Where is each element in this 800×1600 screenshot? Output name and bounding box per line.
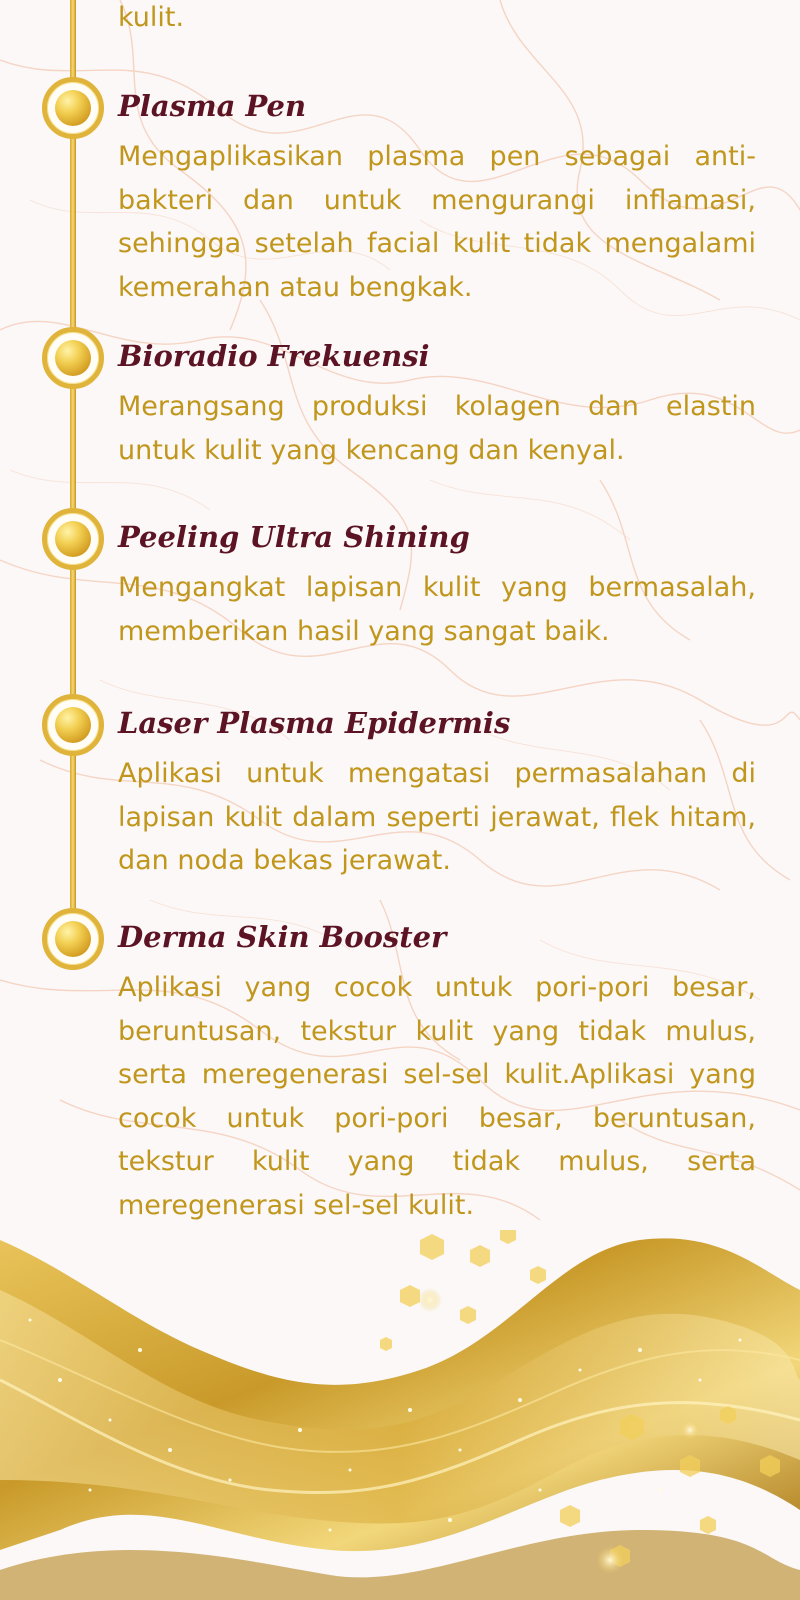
gold-glitter-wave [0,1230,800,1600]
treatment-description-derma-skin-booster: Aplikasi yang cocok untuk pori-pori besar, beruntusan, tekstur kulit yang tidak mulus, serta meregenerasi sel-sel kulit.Aplikasi yang cocok untuk pori-pori besar, beruntusan, tekstur kulit yang tidak mulus, serta meregenerasi sel-sel kulit. [118,972,756,1221]
treatment-description-plasma-pen: Mengaplikasikan plasma pen sebagai anti-bakteri dan untuk mengurangi inflamasi, sehingga setelah facial kulit tidak mengalami kemerahan atau bengkak. [118,141,756,303]
treatment-description-laser-plasma-epidermis: Aplikasi untuk mengatasi permasalahan di lapisan kulit dalam seperti jerawat, flek hitam, dan noda bekas jerawat. [118,758,756,876]
treatment-description-peeling-ultra-shining: Mengangkat lapisan kulit yang bermasalah, memberikan hasil yang sangat baik. [118,572,756,647]
timeline-node-icon [42,508,104,570]
treatment-title-bioradio-frekuensi: Bioradio Frekuensi [118,339,430,373]
treatment-description-bioradio-frekuensi: Merangsang produksi kolagen dan elastin untuk kulit yang kencang dan kenyal. [118,391,756,466]
timeline-node-icon [42,77,104,139]
timeline-node-icon [42,694,104,756]
treatment-title-plasma-pen: Plasma Pen [118,89,307,123]
timeline-node-icon [42,327,104,389]
treatment-title-derma-skin-booster: Derma Skin Booster [118,920,447,954]
treatment-title-peeling-ultra-shining: Peeling Ultra Shining [118,520,470,554]
intro-fragment-text: kulit. [118,2,185,33]
timeline-node-icon [42,908,104,970]
treatment-title-laser-plasma-epidermis: Laser Plasma Epidermis [118,706,511,740]
